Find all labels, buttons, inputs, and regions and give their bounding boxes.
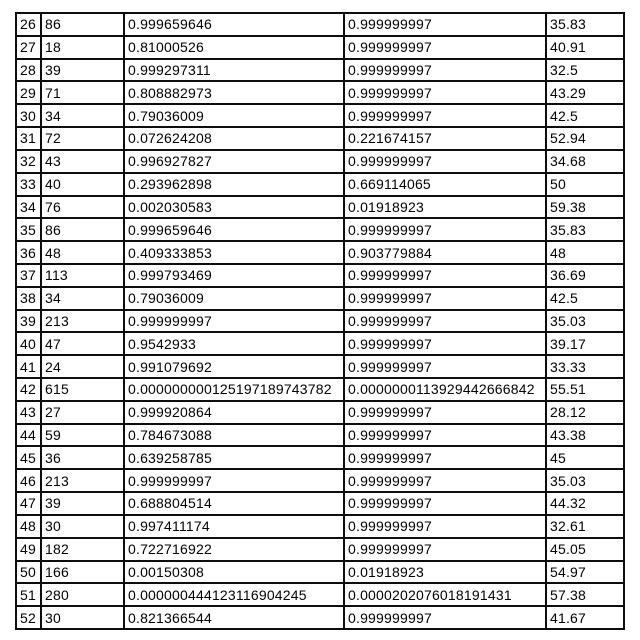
- table-cell-count-value: 43: [41, 150, 124, 173]
- table-cell-probability-2: 0.999999997: [344, 218, 546, 241]
- table-cell-percent-value: 43.38: [546, 424, 624, 447]
- table-cell-percent-value: 35.03: [546, 310, 624, 333]
- table-cell-probability-1: 0.999999997: [124, 310, 344, 333]
- table-cell-row-number: 28: [16, 59, 41, 82]
- table-cell-probability-2: 0.999999997: [344, 13, 546, 36]
- table-cell-probability-2: 0.999999997: [344, 469, 546, 492]
- table-cell-probability-1: 0.81000526: [124, 36, 344, 59]
- table-cell-count-value: 59: [41, 424, 124, 447]
- table-cell-probability-2: 0.01918923: [344, 561, 546, 584]
- table-cell-percent-value: 28.12: [546, 401, 624, 424]
- table-cell-row-number: 49: [16, 538, 41, 561]
- table-cell-row-number: 46: [16, 469, 41, 492]
- table-row: [16, 218, 624, 241]
- table-cell-probability-1: 0.996927827: [124, 150, 344, 173]
- table-cell-probability-2: 0.999999997: [344, 401, 546, 424]
- table-cell-probability-1: 0.79036009: [124, 104, 344, 127]
- table-cell-percent-value: 35.83: [546, 218, 624, 241]
- table-row: [16, 355, 624, 378]
- table-cell-row-number: 38: [16, 287, 41, 310]
- table-cell-count-value: 34: [41, 104, 124, 127]
- table-cell-count-value: 76: [41, 196, 124, 219]
- table-row: [16, 287, 624, 310]
- table-cell-probability-2: 0.01918923: [344, 196, 546, 219]
- table-row: [16, 492, 624, 515]
- table-cell-percent-value: 45: [546, 446, 624, 469]
- table-cell-percent-value: 35.03: [546, 469, 624, 492]
- table-cell-probability-2: 0.999999997: [344, 332, 546, 355]
- table-cell-probability-2: 0.999999997: [344, 606, 546, 629]
- table-cell-probability-1: 0.999793469: [124, 264, 344, 287]
- table-cell-percent-value: 54.97: [546, 561, 624, 584]
- table-cell-probability-1: 0.999659646: [124, 218, 344, 241]
- table-cell-count-value: 213: [41, 310, 124, 333]
- table-cell-row-number: 48: [16, 515, 41, 538]
- table-cell-count-value: 166: [41, 561, 124, 584]
- table-cell-probability-2: 0.999999997: [344, 515, 546, 538]
- table-cell-row-number: 52: [16, 606, 41, 629]
- table-cell-probability-1: 0.293962898: [124, 173, 344, 196]
- table-cell-probability-1: 0.999659646: [124, 13, 344, 36]
- data-table-container: [15, 12, 625, 630]
- table-cell-count-value: 71: [41, 81, 124, 104]
- table-cell-probability-2: 0.999999997: [344, 287, 546, 310]
- table-cell-count-value: 18: [41, 36, 124, 59]
- table-cell-probability-2: 0.999999997: [344, 59, 546, 82]
- table-cell-percent-value: 39.17: [546, 332, 624, 355]
- table-row: [16, 332, 624, 355]
- table-cell-count-value: 86: [41, 13, 124, 36]
- table-cell-count-value: 34: [41, 287, 124, 310]
- table-cell-percent-value: 52.94: [546, 127, 624, 150]
- table-cell-percent-value: 48: [546, 241, 624, 264]
- table-cell-percent-value: 33.33: [546, 355, 624, 378]
- table-cell-probability-2: 0.999999997: [344, 538, 546, 561]
- table-cell-probability-1: 0.79036009: [124, 287, 344, 310]
- table-cell-count-value: 39: [41, 492, 124, 515]
- table-cell-probability-2: 0.669114065: [344, 173, 546, 196]
- table-cell-probability-2: 0.0000000113929442666842: [344, 378, 546, 401]
- table-cell-row-number: 35: [16, 218, 41, 241]
- table-cell-row-number: 37: [16, 264, 41, 287]
- table-cell-percent-value: 32.5: [546, 59, 624, 82]
- table-cell-row-number: 27: [16, 36, 41, 59]
- table-cell-probability-1: 0.784673088: [124, 424, 344, 447]
- data-table: [15, 12, 625, 630]
- table-row: [16, 196, 624, 219]
- table-cell-percent-value: 36.69: [546, 264, 624, 287]
- table-row: [16, 538, 624, 561]
- table-cell-probability-1: 0.808882973: [124, 81, 344, 104]
- table-cell-probability-2: 0.999999997: [344, 492, 546, 515]
- table-row: [16, 424, 624, 447]
- table-row: [16, 104, 624, 127]
- table-cell-percent-value: 34.68: [546, 150, 624, 173]
- table-row: [16, 378, 624, 401]
- table-cell-row-number: 47: [16, 492, 41, 515]
- table-row: [16, 310, 624, 333]
- table-cell-probability-2: 0.999999997: [344, 36, 546, 59]
- table-cell-probability-2: 0.903779884: [344, 241, 546, 264]
- table-row: [16, 561, 624, 584]
- table-cell-count-value: 182: [41, 538, 124, 561]
- table-row: [16, 401, 624, 424]
- table-cell-count-value: 48: [41, 241, 124, 264]
- table-cell-percent-value: 40.91: [546, 36, 624, 59]
- table-row: [16, 36, 624, 59]
- table-cell-probability-1: 0.999297311: [124, 59, 344, 82]
- table-cell-row-number: 40: [16, 332, 41, 355]
- table-cell-row-number: 43: [16, 401, 41, 424]
- table-cell-probability-1: 0.072624208: [124, 127, 344, 150]
- table-cell-count-value: 86: [41, 218, 124, 241]
- table-cell-count-value: 113: [41, 264, 124, 287]
- table-cell-probability-2: 0.999999997: [344, 150, 546, 173]
- table-cell-row-number: 45: [16, 446, 41, 469]
- table-cell-count-value: 36: [41, 446, 124, 469]
- table-cell-percent-value: 35.83: [546, 13, 624, 36]
- table-cell-count-value: 213: [41, 469, 124, 492]
- table-cell-count-value: 30: [41, 606, 124, 629]
- table-cell-count-value: 30: [41, 515, 124, 538]
- table-cell-percent-value: 42.5: [546, 104, 624, 127]
- table-cell-probability-1: 0.999920864: [124, 401, 344, 424]
- table-body: [16, 13, 624, 629]
- table-cell-row-number: 44: [16, 424, 41, 447]
- table-cell-probability-2: 0.221674157: [344, 127, 546, 150]
- table-row: [16, 81, 624, 104]
- table-cell-count-value: 39: [41, 59, 124, 82]
- table-cell-row-number: 31: [16, 127, 41, 150]
- table-cell-probability-1: 0.997411174: [124, 515, 344, 538]
- table-row: [16, 469, 624, 492]
- table-row: [16, 264, 624, 287]
- table-cell-count-value: 27: [41, 401, 124, 424]
- table-cell-row-number: 32: [16, 150, 41, 173]
- table-cell-probability-1: 0.000000444123116904245: [124, 583, 344, 606]
- table-row: [16, 446, 624, 469]
- table-cell-probability-2: 0.999999997: [344, 446, 546, 469]
- table-cell-row-number: 30: [16, 104, 41, 127]
- table-cell-row-number: 29: [16, 81, 41, 104]
- table-row: [16, 606, 624, 629]
- table-cell-probability-2: 0.0000202076018191431: [344, 583, 546, 606]
- table-row: [16, 241, 624, 264]
- table-cell-percent-value: 42.5: [546, 287, 624, 310]
- table-cell-count-value: 72: [41, 127, 124, 150]
- table-cell-row-number: 39: [16, 310, 41, 333]
- table-cell-row-number: 42: [16, 378, 41, 401]
- table-cell-probability-2: 0.999999997: [344, 81, 546, 104]
- table-row: [16, 515, 624, 538]
- table-cell-percent-value: 32.61: [546, 515, 624, 538]
- table-row: [16, 583, 624, 606]
- table-row: [16, 13, 624, 36]
- table-cell-probability-1: 0.821366544: [124, 606, 344, 629]
- table-cell-probability-2: 0.999999997: [344, 264, 546, 287]
- table-cell-percent-value: 43.29: [546, 81, 624, 104]
- table-cell-row-number: 50: [16, 561, 41, 584]
- table-cell-percent-value: 57.38: [546, 583, 624, 606]
- table-cell-row-number: 41: [16, 355, 41, 378]
- table-cell-percent-value: 44.32: [546, 492, 624, 515]
- table-cell-probability-1: 0.409333853: [124, 241, 344, 264]
- table-cell-probability-1: 0.688804514: [124, 492, 344, 515]
- table-cell-row-number: 26: [16, 13, 41, 36]
- table-cell-percent-value: 45.05: [546, 538, 624, 561]
- table-cell-probability-1: 0.991079692: [124, 355, 344, 378]
- table-cell-probability-1: 0.9542933: [124, 332, 344, 355]
- table-cell-percent-value: 55.51: [546, 378, 624, 401]
- table-row: [16, 150, 624, 173]
- table-cell-probability-2: 0.999999997: [344, 104, 546, 127]
- table-row: [16, 173, 624, 196]
- table-cell-probability-1: 0.722716922: [124, 538, 344, 561]
- table-cell-row-number: 51: [16, 583, 41, 606]
- table-cell-percent-value: 59.38: [546, 196, 624, 219]
- table-cell-probability-1: 0.999999997: [124, 469, 344, 492]
- table-cell-count-value: 615: [41, 378, 124, 401]
- table-cell-probability-1: 0.00150308: [124, 561, 344, 584]
- table-row: [16, 59, 624, 82]
- table-cell-probability-1: 0.000000000125197189743782: [124, 378, 344, 401]
- table-cell-row-number: 33: [16, 173, 41, 196]
- table-cell-percent-value: 41.67: [546, 606, 624, 629]
- table-cell-row-number: 36: [16, 241, 41, 264]
- table-cell-probability-2: 0.999999997: [344, 424, 546, 447]
- table-cell-row-number: 34: [16, 196, 41, 219]
- table-cell-probability-1: 0.002030583: [124, 196, 344, 219]
- table-cell-probability-2: 0.999999997: [344, 355, 546, 378]
- table-row: [16, 127, 624, 150]
- table-cell-count-value: 280: [41, 583, 124, 606]
- table-cell-count-value: 47: [41, 332, 124, 355]
- table-cell-probability-1: 0.639258785: [124, 446, 344, 469]
- table-cell-count-value: 24: [41, 355, 124, 378]
- table-cell-percent-value: 50: [546, 173, 624, 196]
- table-cell-probability-2: 0.999999997: [344, 310, 546, 333]
- table-cell-count-value: 40: [41, 173, 124, 196]
